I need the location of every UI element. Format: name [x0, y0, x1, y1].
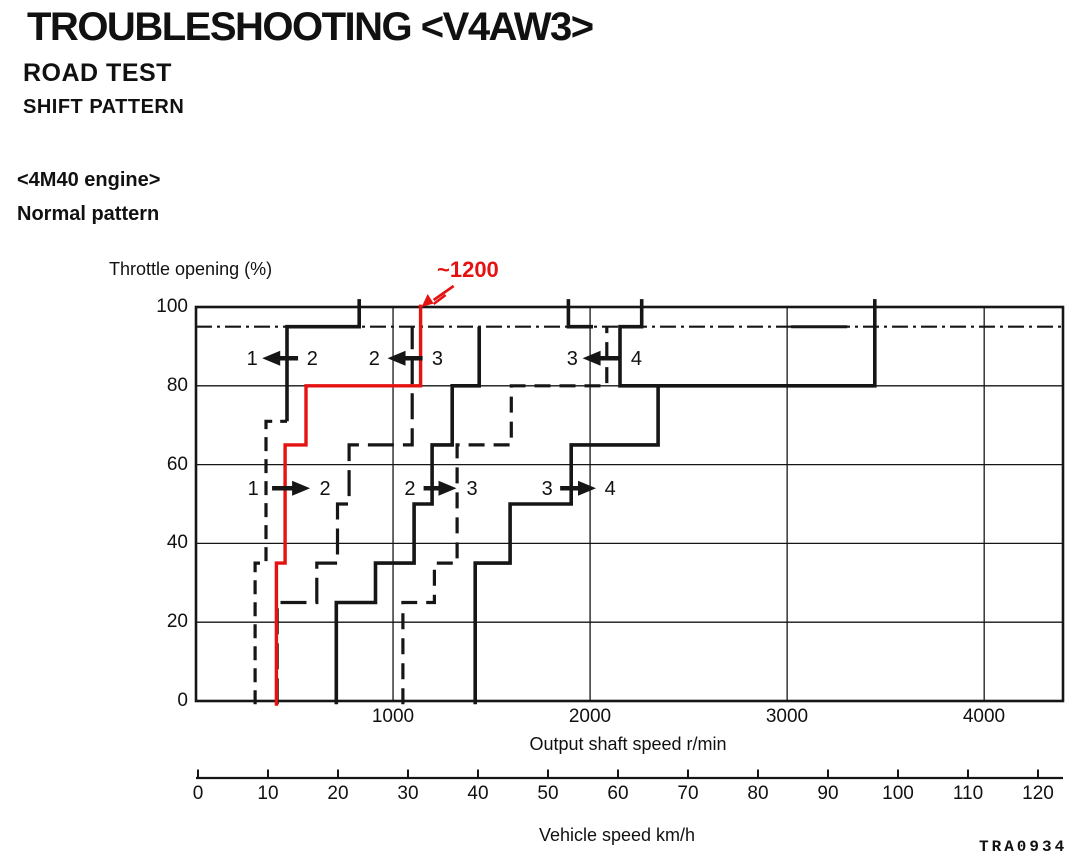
arrow-right-icon	[578, 481, 596, 496]
arrow-right-icon	[438, 481, 456, 496]
y-axis-title: Throttle opening (%)	[109, 259, 273, 279]
v-tick-50: 50	[537, 783, 559, 804]
x-tick-2000: 2000	[568, 706, 612, 727]
shift-label-gear-4: 4	[630, 348, 642, 371]
y-tick-80: 80	[166, 375, 188, 396]
shift-line-upshift-3-4	[475, 299, 875, 704]
v-tick-120: 120	[1022, 783, 1054, 804]
y-tick-100: 100	[156, 296, 188, 317]
v-tick-20: 20	[327, 783, 349, 804]
shift-label-gear-1: 1	[246, 348, 258, 371]
v-tick-110: 110	[952, 783, 984, 804]
v-tick-0: 0	[192, 783, 204, 804]
shift-line-upshift-2-3	[336, 327, 479, 705]
v-tick-30: 30	[397, 783, 419, 804]
x-tick-3000: 3000	[765, 706, 809, 727]
shift-line-downshift-4-3	[403, 327, 607, 705]
engine-heading: <4M40 engine>	[17, 169, 161, 191]
shift-line-downshift-3-2	[277, 327, 412, 705]
y-tick-0: 0	[177, 690, 188, 711]
shift-label-gear-3: 3	[566, 348, 578, 371]
shift-label-gear-3: 3	[431, 348, 443, 371]
arrow-left-icon	[583, 351, 601, 366]
section-heading: ROAD TEST	[23, 59, 172, 87]
v-tick-40: 40	[467, 783, 489, 804]
shift-line-upshift-2-3-wot	[568, 299, 593, 327]
shift-label-gear-2: 2	[404, 478, 416, 501]
page-title: TROUBLESHOOTING <V4AW3>	[27, 5, 593, 49]
y-tick-60: 60	[166, 454, 188, 475]
y-tick-20: 20	[166, 611, 188, 632]
arrow-left-icon	[262, 351, 280, 366]
x-tick-1000: 1000	[371, 706, 415, 727]
x-axis-title-rpm: Output shaft speed r/min	[529, 734, 727, 754]
red-annotation-label: ~1200	[437, 257, 499, 282]
shift-label-gear-1: 1	[247, 478, 259, 501]
pattern-heading: Normal pattern	[17, 203, 160, 225]
shift-line-upshift-1-2-red	[276, 305, 420, 706]
x-tick-4000: 4000	[962, 706, 1006, 727]
annotation-arrowhead-icon	[422, 294, 434, 307]
shift-label-gear-3: 3	[466, 478, 478, 501]
shift-label-gear-4: 4	[604, 478, 616, 501]
arrow-left-icon	[388, 351, 406, 366]
shift-label-gear-3: 3	[541, 478, 553, 501]
v-tick-80: 80	[747, 783, 769, 804]
y-tick-40: 40	[166, 532, 188, 553]
shift-label-gear-2: 2	[319, 478, 331, 501]
v-tick-70: 70	[677, 783, 699, 804]
shift-label-gear-2: 2	[368, 348, 380, 371]
shift-line-downshift-4-3-wot	[620, 299, 658, 386]
plot-border	[196, 307, 1063, 701]
v-tick-10: 10	[257, 783, 279, 804]
subsection-heading: SHIFT PATTERN	[23, 96, 185, 118]
v-tick-90: 90	[817, 783, 839, 804]
shift-label-gear-2: 2	[306, 348, 318, 371]
figure-code: TRA0934	[979, 838, 1068, 856]
v-tick-100: 100	[882, 783, 914, 804]
arrow-right-icon	[292, 481, 310, 496]
v-tick-60: 60	[607, 783, 629, 804]
x-axis-title-kmh: Vehicle speed km/h	[538, 825, 696, 845]
